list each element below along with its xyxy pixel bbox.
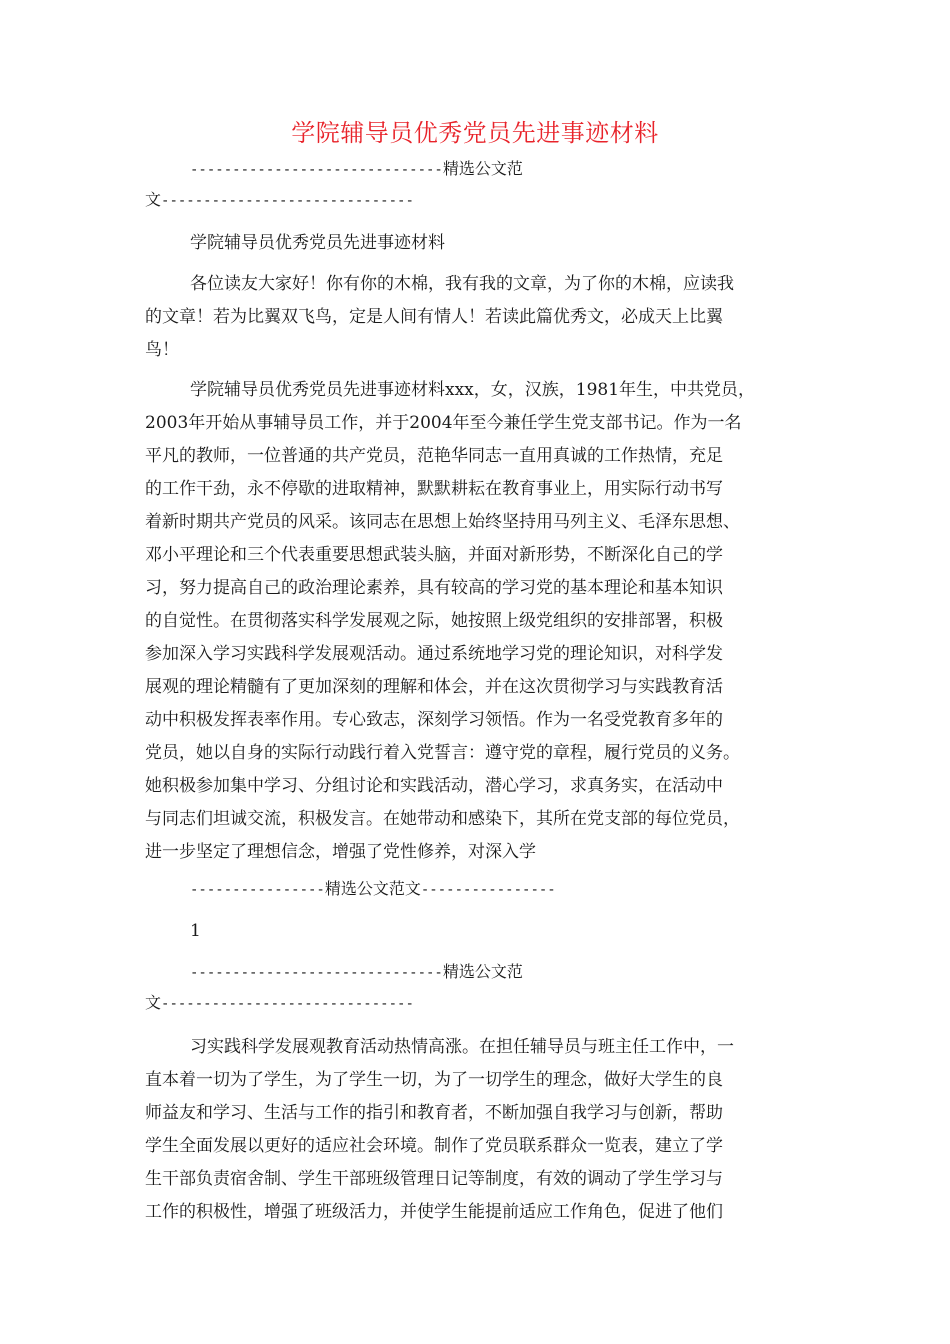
body-line: 的工作干劲，永不停歇的进取精神，默默耕耘在教育事业上，用实际行动书写 (145, 479, 723, 499)
body-line: 的自觉性。在贯彻落实科学发展观之际，她按照上级党组织的安排部署，积极 (145, 611, 723, 631)
header-separator-bottom: 文------------------------------ (145, 190, 414, 209)
header-separator-top: ------------------------------精选公文范 (190, 962, 523, 981)
header-separator-top: ------------------------------精选公文范 (190, 159, 523, 178)
subtitle: 学院辅导员优秀党员先进事迹材料 (190, 233, 445, 253)
body-line: 着新时期共产党员的风采。该同志在思想上始终坚持用马列主义、毛泽东思想、 (145, 512, 740, 532)
document-title: 学院辅导员优秀党员先进事迹材料 (291, 119, 659, 147)
body-line: 党员，她以自身的实际行动践行着入党誓言：遵守党的章程，履行党员的义务。 (145, 743, 740, 763)
body-line: 工作的积极性，增强了班级活力，并使学生能提前适应工作角色，促进了他们 (145, 1202, 723, 1222)
body-line: 进一步坚定了理想信念，增强了党性修养，对深入学 (145, 842, 536, 862)
body-line: 生干部负责宿舍制、学生干部班级管理日记等制度，有效的调动了学生学习与 (145, 1169, 723, 1189)
body-line: 平凡的教师，一位普通的共产党员，范艳华同志一直用真诚的工作热情，充足 (145, 446, 723, 466)
intro-line: 各位读友大家好！你有你的木棉，我有我的文章，为了你的木棉，应读我 (190, 274, 734, 294)
body-line: 直本着一切为了学生，为了学生一切，为了一切学生的理念，做好大学生的良 (145, 1070, 723, 1090)
body-line: 学生全面发展以更好的适应社会环境。制作了党员联系群众一览表，建立了学 (145, 1136, 723, 1156)
body-line: 展观的理论精髓有了更加深刻的理解和体会，并在这次贯彻学习与实践教育活 (145, 677, 723, 697)
body-line: 动中积极发挥表率作用。专心致志，深刻学习领悟。作为一名受党教育多年的 (145, 710, 723, 730)
body-line: 学院辅导员优秀党员先进事迹材料xxx，女，汉族，1981年生，中共党员， (190, 380, 756, 400)
page-number: 1 (190, 921, 201, 941)
body-line: 参加深入学习实践科学发展观活动。通过系统地学习党的理论知识，对科学发 (145, 644, 723, 664)
body-line: 与同志们坦诚交流，积极发言。在她带动和感染下，其所在党支部的每位党员， (145, 809, 740, 829)
body-line: 邓小平理论和三个代表重要思想武装头脑，并面对新形势，不断深化自己的学 (145, 545, 723, 565)
body-line: 习实践科学发展观教育活动热情高涨。在担任辅导员与班主任工作中，一 (190, 1037, 734, 1057)
intro-line: 的文章！若为比翼双飞鸟，定是人间有情人！若读此篇优秀文，必成天上比翼 (145, 307, 723, 327)
footer-separator: ----------------精选公文范文---------------- (190, 879, 556, 898)
body-line: 2003年开始从事辅导员工作，并于2004年至今兼任学生党支部书记。作为一名 (145, 413, 742, 433)
body-line: 她积极参加集中学习、分组讨论和实践活动，潜心学习，求真务实，在活动中 (145, 776, 723, 796)
body-line: 师益友和学习、生活与工作的指引和教育者，不断加强自我学习与创新，帮助 (145, 1103, 723, 1123)
intro-line: 鸟！ (145, 340, 179, 360)
header-separator-bottom: 文------------------------------ (145, 993, 414, 1012)
body-line: 习，努力提高自己的政治理论素养，具有较高的学习党的基本理论和基本知识 (145, 578, 723, 598)
